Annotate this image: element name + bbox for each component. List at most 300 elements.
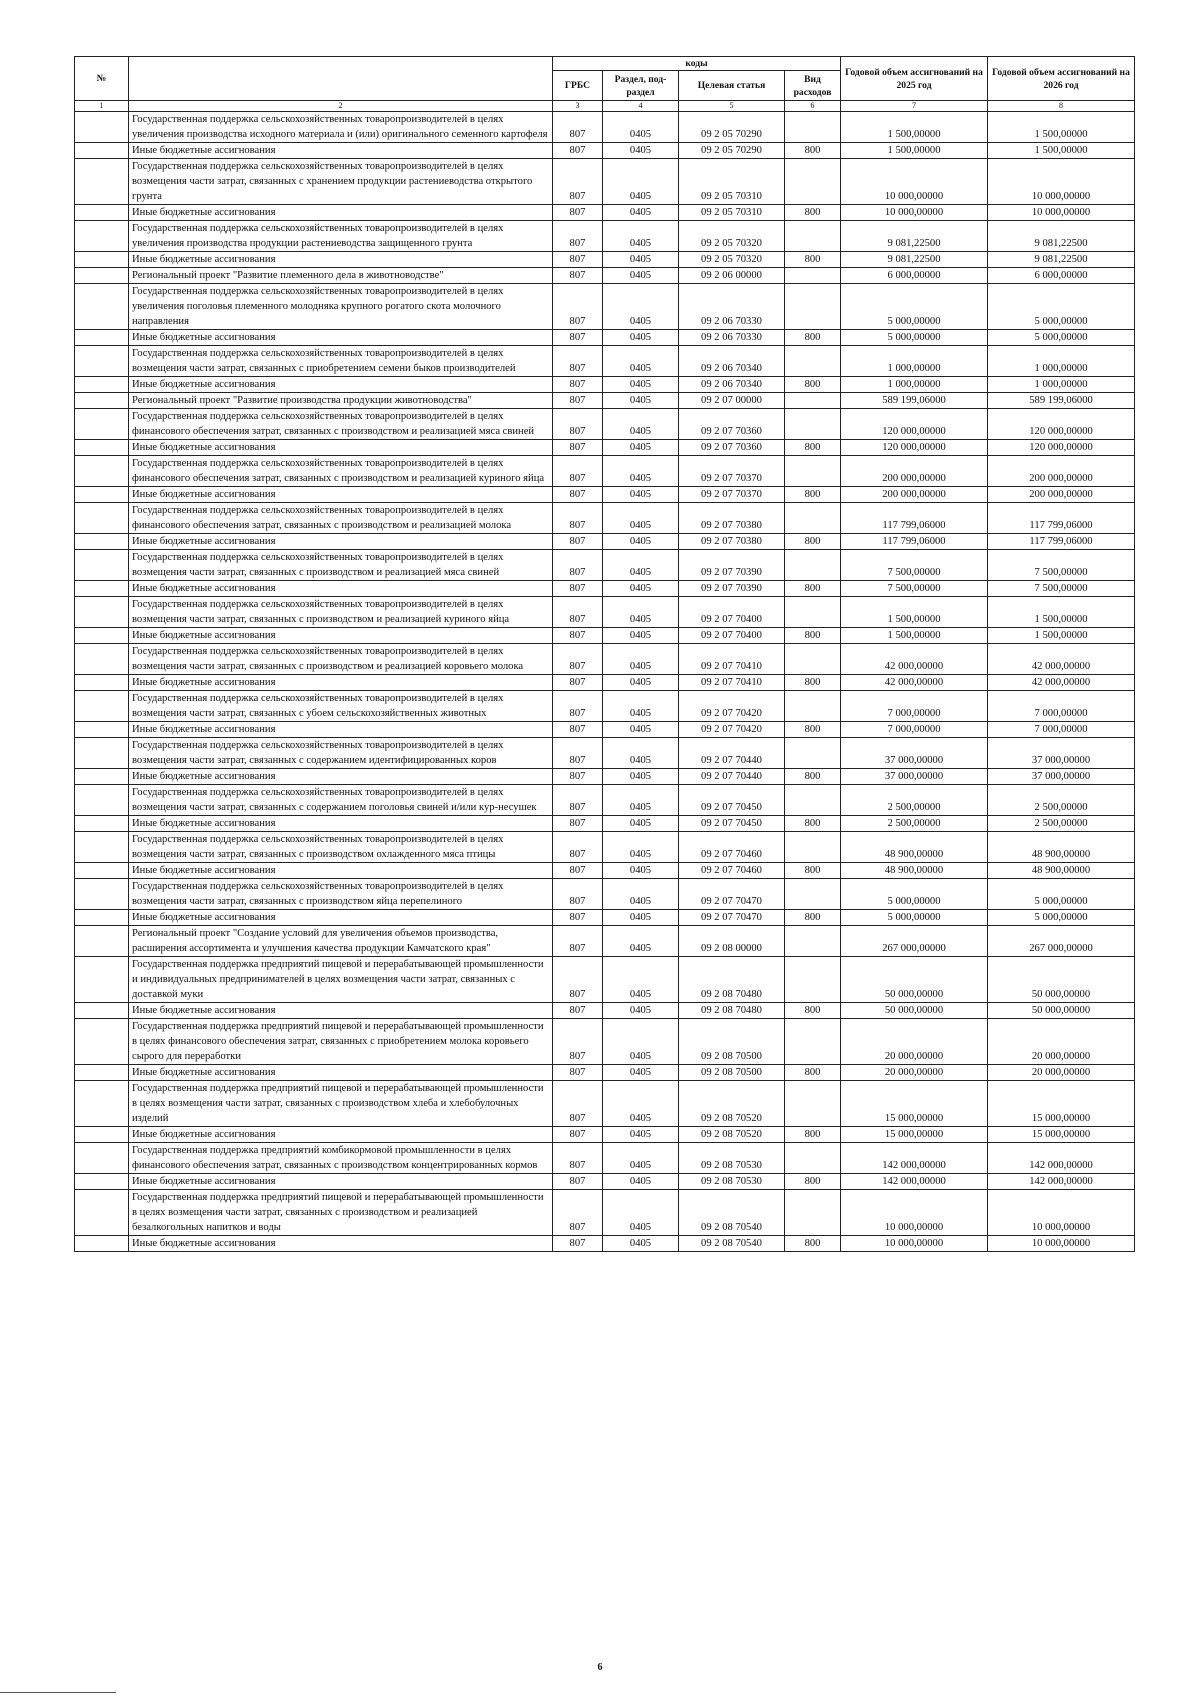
row-2026-cell: 120 000,00000 [988,409,1135,440]
row-2025-cell: 2 500,00000 [841,785,988,816]
row-type-cell: 800 [785,487,841,503]
row-2025-cell: 117 799,06000 [841,503,988,534]
row-section-cell: 0405 [603,863,679,879]
table-row [75,252,1135,268]
table-row [75,1143,1135,1174]
row-section-cell: 0405 [603,957,679,1003]
row-section-cell: 0405 [603,879,679,910]
row-2026-cell: 42 000,00000 [988,675,1135,691]
row-section-cell: 0405 [603,1003,679,1019]
row-type-cell: 800 [785,205,841,221]
row-grbs-cell: 807 [553,252,603,268]
row-2025-cell: 142 000,00000 [841,1143,988,1174]
row-number-cell [75,675,129,691]
col-number: 5 [679,101,785,112]
row-grbs-cell: 807 [553,738,603,769]
row-2025-cell: 7 000,00000 [841,691,988,722]
row-type-cell: 800 [785,534,841,550]
header-no: № [75,57,129,101]
row-2026-cell: 50 000,00000 [988,1003,1135,1019]
table-row [75,330,1135,346]
row-number-cell [75,377,129,393]
row-target-cell: 09 2 06 70330 [679,330,785,346]
row-name-cell: Региональный проект "Развитие производства продукции животноводства" [129,393,553,409]
row-target-cell: 09 2 07 70400 [679,628,785,644]
row-target-cell: 09 2 08 70520 [679,1081,785,1127]
row-number-cell [75,221,129,252]
table-row [75,1174,1135,1190]
row-2025-cell: 200 000,00000 [841,456,988,487]
row-2025-cell: 48 900,00000 [841,863,988,879]
row-target-cell: 09 2 07 70380 [679,534,785,550]
row-2025-cell: 9 081,22500 [841,221,988,252]
row-number-cell [75,691,129,722]
row-grbs-cell: 807 [553,534,603,550]
row-2026-cell: 142 000,00000 [988,1143,1135,1174]
row-2025-cell: 15 000,00000 [841,1127,988,1143]
row-section-cell: 0405 [603,1127,679,1143]
row-target-cell: 09 2 05 70320 [679,252,785,268]
column-numbers-row [75,101,1135,112]
row-target-cell: 09 2 07 70370 [679,456,785,487]
row-grbs-cell: 807 [553,112,603,143]
row-type-cell: 800 [785,581,841,597]
row-name-cell: Государственная поддержка предприятий пищевой и перерабатывающей промышленности и индивидуальных предпринимателей в целях возмещения части затрат, связанных с доставкой муки [129,957,553,1003]
row-name-cell: Государственная поддержка сельскохозяйственных товаропроизводителей в целях увеличения поголовья племенного молодняка крупного рогатого скота молочного направления [129,284,553,330]
table-row [75,785,1135,816]
row-type-cell: 800 [785,722,841,738]
row-section-cell: 0405 [603,628,679,644]
table-row [75,503,1135,534]
row-type-cell [785,879,841,910]
row-2025-cell: 7 500,00000 [841,581,988,597]
col-number: 7 [841,101,988,112]
row-grbs-cell: 807 [553,722,603,738]
row-number-cell [75,268,129,284]
row-number-cell [75,879,129,910]
row-section-cell: 0405 [603,722,679,738]
row-2026-cell: 37 000,00000 [988,738,1135,769]
row-2025-cell: 10 000,00000 [841,159,988,205]
row-section-cell: 0405 [603,159,679,205]
row-name-cell: Иные бюджетные ассигнования [129,1003,553,1019]
row-2025-cell: 1 500,00000 [841,112,988,143]
row-grbs-cell: 807 [553,1143,603,1174]
row-number-cell [75,1065,129,1081]
row-number-cell [75,769,129,785]
row-grbs-cell: 807 [553,832,603,863]
row-2025-cell: 15 000,00000 [841,1081,988,1127]
row-type-cell [785,1081,841,1127]
table-row [75,440,1135,456]
col-number: 3 [553,101,603,112]
table-row [75,221,1135,252]
row-grbs-cell: 807 [553,1081,603,1127]
row-section-cell: 0405 [603,377,679,393]
row-2026-cell: 7 000,00000 [988,722,1135,738]
row-type-cell [785,346,841,377]
table-row [75,769,1135,785]
col-number: 2 [129,101,553,112]
row-2026-cell: 117 799,06000 [988,503,1135,534]
row-section-cell: 0405 [603,346,679,377]
row-section-cell: 0405 [603,284,679,330]
row-target-cell: 09 2 07 70410 [679,644,785,675]
row-number-cell [75,1174,129,1190]
row-section-cell: 0405 [603,644,679,675]
row-2026-cell: 42 000,00000 [988,644,1135,675]
row-2026-cell: 120 000,00000 [988,440,1135,456]
page-number: 6 [597,1662,603,1673]
row-section-cell: 0405 [603,409,679,440]
row-target-cell: 09 2 05 70310 [679,205,785,221]
row-number-cell [75,159,129,205]
row-type-cell [785,268,841,284]
row-type-cell: 800 [785,863,841,879]
row-name-cell: Иные бюджетные ассигнования [129,910,553,926]
row-grbs-cell: 807 [553,863,603,879]
row-number-cell [75,1143,129,1174]
row-section-cell: 0405 [603,550,679,581]
row-name-cell: Государственная поддержка сельскохозяйственных товаропроизводителей в целях увеличения производства исходного материала и (или) оригинального семенного картофеля [129,112,553,143]
table-row [75,1065,1135,1081]
row-name-cell: Иные бюджетные ассигнования [129,816,553,832]
row-2025-cell: 42 000,00000 [841,675,988,691]
row-section-cell: 0405 [603,456,679,487]
row-target-cell: 09 2 07 70400 [679,597,785,628]
row-2026-cell: 142 000,00000 [988,1174,1135,1190]
row-grbs-cell: 807 [553,1190,603,1236]
row-name-cell: Иные бюджетные ассигнования [129,628,553,644]
row-name-cell: Государственная поддержка сельскохозяйственных товаропроизводителей в целях возмещения части затрат, связанных с приобретением семени быков производителей [129,346,553,377]
row-section-cell: 0405 [603,534,679,550]
row-number-cell [75,1190,129,1236]
row-type-cell: 800 [785,377,841,393]
row-target-cell: 09 2 06 70340 [679,377,785,393]
row-number-cell [75,628,129,644]
row-target-cell: 09 2 07 70370 [679,487,785,503]
row-target-cell: 09 2 08 70520 [679,1127,785,1143]
table-row [75,957,1135,1003]
row-number-cell [75,644,129,675]
row-grbs-cell: 807 [553,1003,603,1019]
row-type-cell [785,393,841,409]
row-type-cell [785,456,841,487]
row-grbs-cell: 807 [553,1174,603,1190]
row-2026-cell: 200 000,00000 [988,456,1135,487]
row-grbs-cell: 807 [553,409,603,440]
row-grbs-cell: 807 [553,675,603,691]
row-2026-cell: 7 500,00000 [988,550,1135,581]
row-2026-cell: 1 000,00000 [988,377,1135,393]
row-name-cell: Иные бюджетные ассигнования [129,863,553,879]
row-section-cell: 0405 [603,268,679,284]
row-name-cell: Иные бюджетные ассигнования [129,143,553,159]
row-2025-cell: 2 500,00000 [841,816,988,832]
row-2026-cell: 10 000,00000 [988,205,1135,221]
row-number-cell [75,346,129,377]
row-grbs-cell: 807 [553,205,603,221]
header-codes: коды [553,57,841,71]
row-grbs-cell: 807 [553,816,603,832]
row-target-cell: 09 2 07 70390 [679,581,785,597]
row-number-cell [75,863,129,879]
row-target-cell: 09 2 06 70340 [679,346,785,377]
row-grbs-cell: 807 [553,221,603,252]
row-number-cell [75,581,129,597]
row-type-cell [785,597,841,628]
row-target-cell: 09 2 07 70390 [679,550,785,581]
row-grbs-cell: 807 [553,159,603,205]
row-2026-cell: 37 000,00000 [988,769,1135,785]
row-number-cell [75,1236,129,1252]
table-row [75,112,1135,143]
row-section-cell: 0405 [603,1065,679,1081]
row-name-cell: Государственная поддержка предприятий пищевой и перерабатывающей промышленности в целях возмещения части затрат, связанных с производством хлеба и хлебобулочных изделий [129,1081,553,1127]
table-row [75,1190,1135,1236]
row-2025-cell: 10 000,00000 [841,205,988,221]
row-section-cell: 0405 [603,816,679,832]
row-number-cell [75,440,129,456]
row-type-cell [785,1143,841,1174]
row-section-cell: 0405 [603,581,679,597]
row-target-cell: 09 2 07 70470 [679,910,785,926]
row-target-cell: 09 2 05 70320 [679,221,785,252]
row-grbs-cell: 807 [553,879,603,910]
row-grbs-cell: 807 [553,1236,603,1252]
row-number-cell [75,910,129,926]
table-row [75,159,1135,205]
row-2026-cell: 50 000,00000 [988,957,1135,1003]
row-target-cell: 09 2 07 70420 [679,722,785,738]
row-number-cell [75,550,129,581]
row-grbs-cell: 807 [553,644,603,675]
row-target-cell: 09 2 08 70500 [679,1065,785,1081]
row-2025-cell: 9 081,22500 [841,252,988,268]
table-row [75,879,1135,910]
row-2025-cell: 6 000,00000 [841,268,988,284]
row-section-cell: 0405 [603,1174,679,1190]
row-2026-cell: 5 000,00000 [988,284,1135,330]
row-type-cell: 800 [785,628,841,644]
row-section-cell: 0405 [603,143,679,159]
row-2026-cell: 20 000,00000 [988,1065,1135,1081]
row-name-cell: Государственная поддержка сельскохозяйственных товаропроизводителей в целях возмещения части затрат, связанных с содержанием идентифицированных коров [129,738,553,769]
table-row [75,863,1135,879]
row-2025-cell: 142 000,00000 [841,1174,988,1190]
table-row [75,268,1135,284]
row-grbs-cell: 807 [553,330,603,346]
row-number-cell [75,785,129,816]
row-grbs-cell: 807 [553,597,603,628]
row-2026-cell: 10 000,00000 [988,159,1135,205]
table-row [75,284,1135,330]
row-2025-cell: 50 000,00000 [841,957,988,1003]
table-row [75,205,1135,221]
row-number-cell [75,456,129,487]
row-2026-cell: 15 000,00000 [988,1081,1135,1127]
row-grbs-cell: 807 [553,143,603,159]
row-number-cell [75,393,129,409]
budget-table [74,56,1135,1252]
header-grbs: ГРБС [553,71,603,101]
table-row [75,597,1135,628]
table-row [75,910,1135,926]
row-2025-cell: 48 900,00000 [841,832,988,863]
header-section: Раздел, под-раздел [603,71,679,101]
row-name-cell: Государственная поддержка сельскохозяйственных товаропроизводителей в целях возмещения части затрат, связанных с содержанием поголовья свиней и/или кур-несушек [129,785,553,816]
row-grbs-cell: 807 [553,628,603,644]
row-section-cell: 0405 [603,1143,679,1174]
row-grbs-cell: 807 [553,691,603,722]
row-target-cell: 09 2 07 70420 [679,691,785,722]
row-name-cell: Иные бюджетные ассигнования [129,1065,553,1081]
row-section-cell: 0405 [603,1019,679,1065]
table-row [75,346,1135,377]
row-target-cell: 09 2 07 70410 [679,675,785,691]
row-grbs-cell: 807 [553,769,603,785]
table-row [75,534,1135,550]
row-target-cell: 09 2 07 70440 [679,769,785,785]
table-row [75,644,1135,675]
table-body [75,112,1135,1252]
table-row [75,675,1135,691]
table-row [75,1236,1135,1252]
row-2025-cell: 37 000,00000 [841,769,988,785]
row-name-cell: Государственная поддержка сельскохозяйственных товаропроизводителей в целях возмещения части затрат, связанных с хранением продукции растениеводства открытого грунта [129,159,553,205]
row-name-cell: Государственная поддержка сельскохозяйственных товаропроизводителей в целях возмещения части затрат, связанных с производством и реализацией коровьего молока [129,644,553,675]
row-grbs-cell: 807 [553,1127,603,1143]
row-name-cell: Иные бюджетные ассигнования [129,534,553,550]
row-grbs-cell: 807 [553,284,603,330]
row-grbs-cell: 807 [553,487,603,503]
row-section-cell: 0405 [603,1236,679,1252]
row-type-cell: 800 [785,252,841,268]
row-2025-cell: 20 000,00000 [841,1019,988,1065]
row-section-cell: 0405 [603,205,679,221]
row-target-cell: 09 2 08 70480 [679,1003,785,1019]
row-grbs-cell: 807 [553,926,603,957]
row-number-cell [75,487,129,503]
table-row [75,456,1135,487]
row-type-cell [785,1019,841,1065]
row-2026-cell: 48 900,00000 [988,832,1135,863]
header-target: Целевая статья [679,71,785,101]
row-section-cell: 0405 [603,221,679,252]
row-number-cell [75,409,129,440]
row-target-cell: 09 2 05 70290 [679,143,785,159]
row-2026-cell: 1 500,00000 [988,143,1135,159]
row-name-cell: Государственная поддержка сельскохозяйственных товаропроизводителей в целях возмещения части затрат, связанных с производством и реализацией мяса свиней [129,550,553,581]
row-grbs-cell: 807 [553,957,603,1003]
table-row [75,691,1135,722]
row-type-cell [785,926,841,957]
row-type-cell [785,691,841,722]
row-2026-cell: 1 500,00000 [988,628,1135,644]
row-type-cell: 800 [785,1127,841,1143]
row-number-cell [75,816,129,832]
row-2025-cell: 120 000,00000 [841,409,988,440]
row-name-cell: Иные бюджетные ассигнования [129,440,553,456]
row-type-cell [785,1190,841,1236]
row-grbs-cell: 807 [553,1065,603,1081]
row-2025-cell: 50 000,00000 [841,1003,988,1019]
row-name-cell: Иные бюджетные ассигнования [129,722,553,738]
row-grbs-cell: 807 [553,440,603,456]
row-grbs-cell: 807 [553,377,603,393]
row-target-cell: 09 2 07 70360 [679,440,785,456]
budget-table-sheet [74,56,1134,1252]
row-type-cell: 800 [785,675,841,691]
row-2025-cell: 20 000,00000 [841,1065,988,1081]
row-number-cell [75,1003,129,1019]
row-number-cell [75,1019,129,1065]
row-2025-cell: 5 000,00000 [841,910,988,926]
row-grbs-cell: 807 [553,456,603,487]
row-section-cell: 0405 [603,487,679,503]
row-2025-cell: 200 000,00000 [841,487,988,503]
row-2025-cell: 42 000,00000 [841,644,988,675]
header-type: Вид расходов [785,71,841,101]
table-row [75,1019,1135,1065]
row-target-cell: 09 2 08 70480 [679,957,785,1003]
table-row [75,832,1135,863]
row-number-cell [75,330,129,346]
row-name-cell: Иные бюджетные ассигнования [129,330,553,346]
row-target-cell: 09 2 08 00000 [679,926,785,957]
row-number-cell [75,957,129,1003]
row-section-cell: 0405 [603,1190,679,1236]
row-target-cell: 09 2 07 70470 [679,879,785,910]
row-2025-cell: 37 000,00000 [841,738,988,769]
row-target-cell: 09 2 07 70440 [679,738,785,769]
row-2025-cell: 1 500,00000 [841,143,988,159]
row-section-cell: 0405 [603,738,679,769]
row-2026-cell: 1 500,00000 [988,597,1135,628]
row-type-cell [785,503,841,534]
row-2025-cell: 120 000,00000 [841,440,988,456]
row-section-cell: 0405 [603,503,679,534]
row-section-cell: 0405 [603,832,679,863]
row-2026-cell: 9 081,22500 [988,252,1135,268]
row-type-cell: 800 [785,769,841,785]
row-name-cell: Государственная поддержка сельскохозяйственных товаропроизводителей в целях увеличения производства продукции растениеводства защищенного грунта [129,221,553,252]
row-section-cell: 0405 [603,252,679,268]
table-row [75,816,1135,832]
row-2025-cell: 5 000,00000 [841,330,988,346]
row-number-cell [75,284,129,330]
row-name-cell: Государственная поддержка сельскохозяйственных товаропроизводителей в целях возмещения части затрат, связанных с убоем сельскохозяйственных животных [129,691,553,722]
footer-rule [0,1692,116,1693]
row-section-cell: 0405 [603,691,679,722]
row-type-cell: 800 [785,910,841,926]
col-number: 1 [75,101,129,112]
row-2026-cell: 200 000,00000 [988,487,1135,503]
col-number: 8 [988,101,1135,112]
table-row [75,581,1135,597]
row-target-cell: 09 2 07 70460 [679,832,785,863]
row-grbs-cell: 807 [553,393,603,409]
row-type-cell [785,550,841,581]
row-number-cell [75,205,129,221]
row-number-cell [75,722,129,738]
row-target-cell: 09 2 08 70540 [679,1190,785,1236]
row-name-cell: Иные бюджетные ассигнования [129,377,553,393]
row-number-cell [75,534,129,550]
row-target-cell: 09 2 07 00000 [679,393,785,409]
row-2026-cell: 2 500,00000 [988,816,1135,832]
row-section-cell: 0405 [603,785,679,816]
